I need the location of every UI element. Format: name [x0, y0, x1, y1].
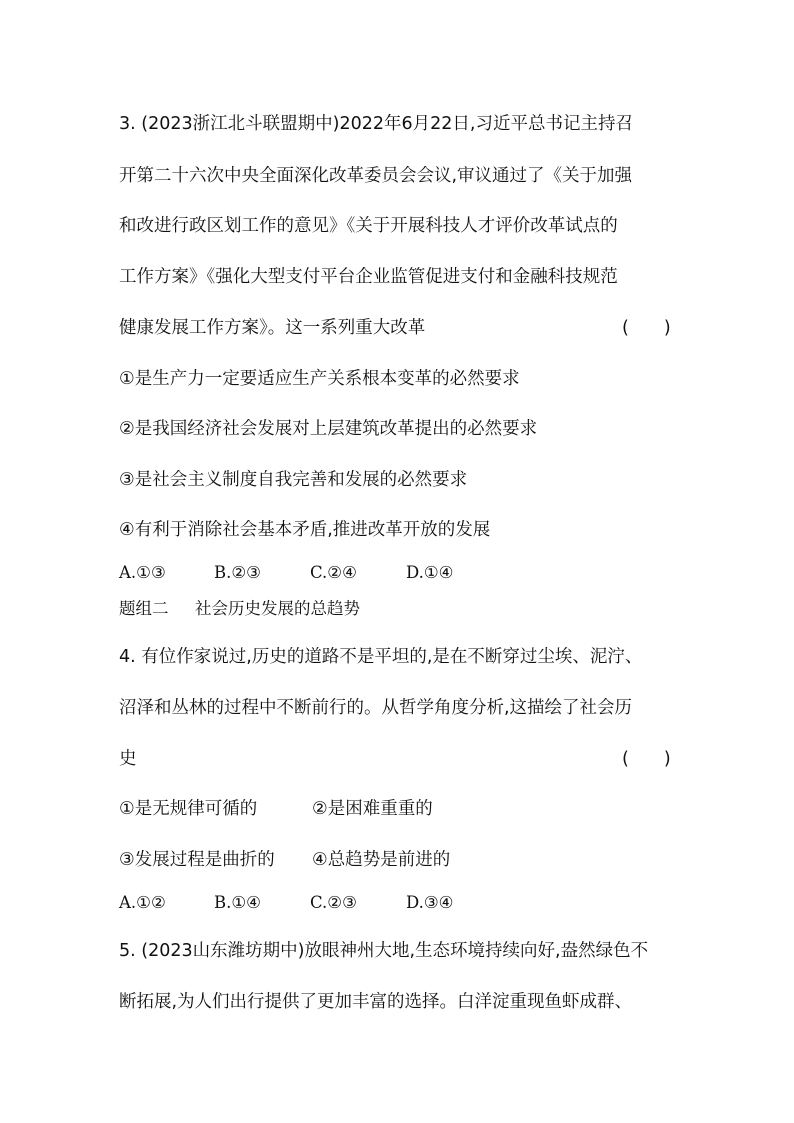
q3-option-a: A.①③ [119, 563, 166, 582]
q3-item-1: ①是生产力一定要适应生产关系根本变革的必然要求 [119, 369, 520, 389]
q4-option-d: D.③④ [406, 893, 454, 912]
group-heading [119, 598, 360, 620]
group-label: 题组二 [119, 599, 169, 618]
q3-answer-paren: ( ) [622, 318, 671, 338]
q4-items-row-1 [119, 797, 433, 821]
q5-line-2: 断拓展,为人们出行提供了更加丰富的选择。白洋淀重现鱼虾成群、 [119, 992, 633, 1012]
q4-item-2: ②是困难重重的 [312, 799, 433, 819]
q4-item-3: ③发展过程是曲折的 [119, 850, 275, 870]
q5-line-1: 5. (2023山东潍坊期中)放眼神州大地,生态环境持续向好,盎然绿色不 [119, 941, 649, 961]
q3-option-b: B.②③ [214, 563, 261, 582]
q4-line-2: 沼泽和丛林的过程中不断前行的。从哲学角度分析,这描绘了社会历 [119, 698, 633, 718]
q3-line-4: 工作方案》《强化大型支付平台企业监管促进支付和金融科技规范 [119, 267, 618, 287]
q4-option-c: C.②③ [310, 893, 357, 912]
q3-item-3: ③是社会主义制度自我完善和发展的必然要求 [119, 470, 468, 490]
q3-option-c: C.②④ [310, 563, 357, 582]
q4-item-4: ④总趋势是前进的 [312, 850, 451, 870]
q3-line-3: 和改进行政区划工作的意见》《关于开展科技人才评价改革试点的 [119, 216, 618, 236]
q3-options [119, 562, 453, 584]
group-title: 社会历史发展的总趋势 [195, 599, 360, 618]
q3-line-5: 健康发展工作方案》。这一系列重大改革 [119, 318, 426, 338]
q4-items-row-2 [119, 848, 450, 872]
q3-line-2: 开第二十六次中央全面深化改革委员会会议,审议通过了《关于加强 [119, 166, 633, 186]
q3-option-d: D.①④ [406, 563, 454, 582]
q4-option-a: A.①② [119, 893, 166, 912]
q3-item-4: ④有利于消除社会基本矛盾,推进改革开放的发展 [119, 520, 491, 540]
q4-option-b: B.①④ [214, 893, 261, 912]
q4-options [119, 892, 453, 914]
q3-line-1: 3. (2023浙江北斗联盟期中)2022年6月22日,习近平总书记主持召 [119, 114, 633, 134]
q4-line-1: 4. 有位作家说过,历史的道路不是平坦的,是在不断穿过尘埃、泥泞、 [119, 647, 643, 667]
q4-item-1: ①是无规律可循的 [119, 799, 258, 819]
q3-item-2: ②是我国经济社会发展对上层建筑改革提出的必然要求 [119, 419, 538, 439]
q4-line-3: 史 [119, 749, 137, 769]
q4-answer-paren: ( ) [622, 749, 671, 769]
